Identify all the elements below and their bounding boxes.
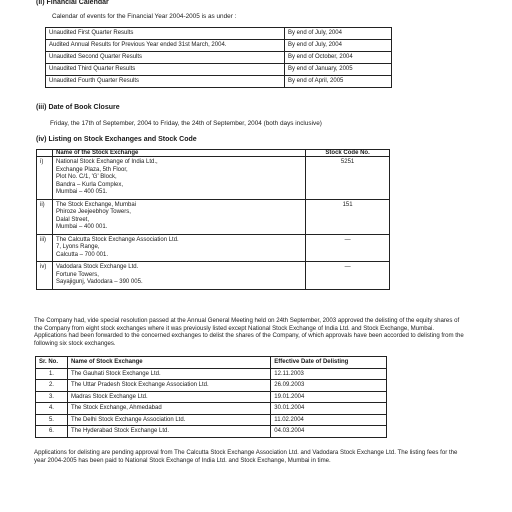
calendar-event: Unaudited First Quarter Results <box>46 28 285 40</box>
financial-calendar-table <box>45 27 392 88</box>
calendar-date: By end of July, 2004 <box>285 40 392 52</box>
delisting-paragraph: The Company had, vide special resolution passed at the Annual General Meeting held on 24th September, 2003 approved the delisting of the equity shares of the Company from eight stock exchanges where it was previously listed except National Stock Exchange of India Ltd. and Stock Exchange, Mumbai. Applications had been forwarded to the concerned exchanges to delist the shares of the Company, of which approvals have been accorded to delisting from the following six stock exchanges. <box>34 317 464 347</box>
calendar-date: By end of January, 2005 <box>285 64 392 76</box>
delisting-sr-no: 5. <box>36 414 68 426</box>
listing-row-number: iv) <box>37 262 53 290</box>
delisting-col-name: Name of Stock Exchange <box>67 357 270 369</box>
listing-row-number: iii) <box>37 234 53 262</box>
table-row <box>37 234 390 262</box>
calendar-date: By end of July, 2004 <box>285 28 392 40</box>
listing-stock-code: 151 <box>306 199 390 234</box>
table-row <box>46 64 392 76</box>
delisting-effective-date: 04.03.2004 <box>271 426 387 438</box>
table-row <box>36 380 387 392</box>
financial-calendar-intro: Calendar of events for the Financial Year 2004-2005 is as under : <box>52 13 237 20</box>
table-row <box>37 157 390 200</box>
listing-col-code: Stock Code No. <box>306 150 390 157</box>
delisting-exchange-name: The Uttar Pradesh Stock Exchange Association Ltd. <box>67 380 270 392</box>
delisting-sr-no: 6. <box>36 426 68 438</box>
listing-col-name: Name of the Stock Exchange <box>52 150 305 157</box>
delisting-exchange-name: The Stock Exchange, Ahmedabad <box>67 403 270 415</box>
delisting-effective-date: 12.11.2003 <box>271 368 387 380</box>
calendar-event: Unaudited Third Quarter Results <box>46 64 285 76</box>
calendar-date: By end of April, 2005 <box>285 76 392 88</box>
listing-table <box>36 149 390 290</box>
table-row <box>46 40 392 52</box>
delisting-exchange-name: The Hyderabad Stock Exchange Ltd. <box>67 426 270 438</box>
calendar-event: Audited Annual Results for Previous Year ended 31st March, 2004. <box>46 40 285 52</box>
table-row <box>36 391 387 403</box>
listing-exchange-name: The Stock Exchange, Mumbai Phiroze Jeejeebhoy Towers, Dalal Street, Mumbai – 400 001. <box>52 199 305 234</box>
delisting-effective-date: 26.09.2003 <box>271 380 387 392</box>
delisting-sr-no: 1. <box>36 368 68 380</box>
footer-paragraph: Applications for delisting are pending approval from The Calcutta Stock Exchange Association Ltd. and Vadodara Stock Exchange Ltd. The listing fees for the year 2004-2005 has been paid to National Stock Exchange of India Ltd. and Stock Exchange, Mumbai in time. <box>34 449 458 464</box>
delisting-table <box>35 356 387 438</box>
delisting-sr-no: 3. <box>36 391 68 403</box>
listing-exchange-name: Vadodara Stock Exchange Ltd. Fortune Towers, Sayajigunj, Vadodara – 390 005. <box>52 262 305 290</box>
listing-stock-code: — <box>306 234 390 262</box>
listing-stock-code: 5251 <box>306 157 390 200</box>
delisting-exchange-name: Madras Stock Exchange Ltd. <box>67 391 270 403</box>
section-heading-financial-calendar: (ii) Financial Calendar <box>36 0 109 6</box>
delisting-col-date: Effective Date of Delisting <box>271 357 387 369</box>
calendar-event: Unaudited Second Quarter Results <box>46 52 285 64</box>
listing-exchange-name: The Calcutta Stock Exchange Association Ltd. 7, Lyons Range, Calcutta – 700 001. <box>52 234 305 262</box>
delisting-exchange-name: The Delhi Stock Exchange Association Ltd. <box>67 414 270 426</box>
delisting-effective-date: 11.02.2004 <box>271 414 387 426</box>
listing-row-number: ii) <box>37 199 53 234</box>
delisting-col-sr: Sr. No. <box>36 357 68 369</box>
table-row <box>36 403 387 415</box>
delisting-exchange-name: The Gauhati Stock Exchange Ltd. <box>67 368 270 380</box>
table-row <box>37 262 390 290</box>
delisting-sr-no: 4. <box>36 403 68 415</box>
book-closure-text: Friday, the 17th of September, 2004 to Friday, the 24th of September, 2004 (both days inclusive) <box>50 120 322 127</box>
section-heading-listing: (iv) Listing on Stock Exchanges and Stock Code <box>36 136 197 143</box>
table-row <box>36 426 387 438</box>
listing-row-number: i) <box>37 157 53 200</box>
table-row <box>36 414 387 426</box>
table-row <box>37 199 390 234</box>
listing-exchange-name: National Stock Exchange of India Ltd., Exchange Plaza, 5th Floor, Plot No. C/1, 'G' Block, Bandra – Kurla Complex, Mumbai – 400 051. <box>52 157 305 200</box>
table-row <box>36 368 387 380</box>
listing-stock-code: — <box>306 262 390 290</box>
table-row <box>46 52 392 64</box>
delisting-sr-no: 2. <box>36 380 68 392</box>
calendar-event: Unaudited Fourth Quarter Results <box>46 76 285 88</box>
delisting-effective-date: 19.01.2004 <box>271 391 387 403</box>
calendar-date: By end of October, 2004 <box>285 52 392 64</box>
table-row <box>46 76 392 88</box>
section-heading-book-closure: (iii) Date of Book Closure <box>36 104 120 111</box>
table-row <box>46 28 392 40</box>
delisting-effective-date: 30.01.2004 <box>271 403 387 415</box>
